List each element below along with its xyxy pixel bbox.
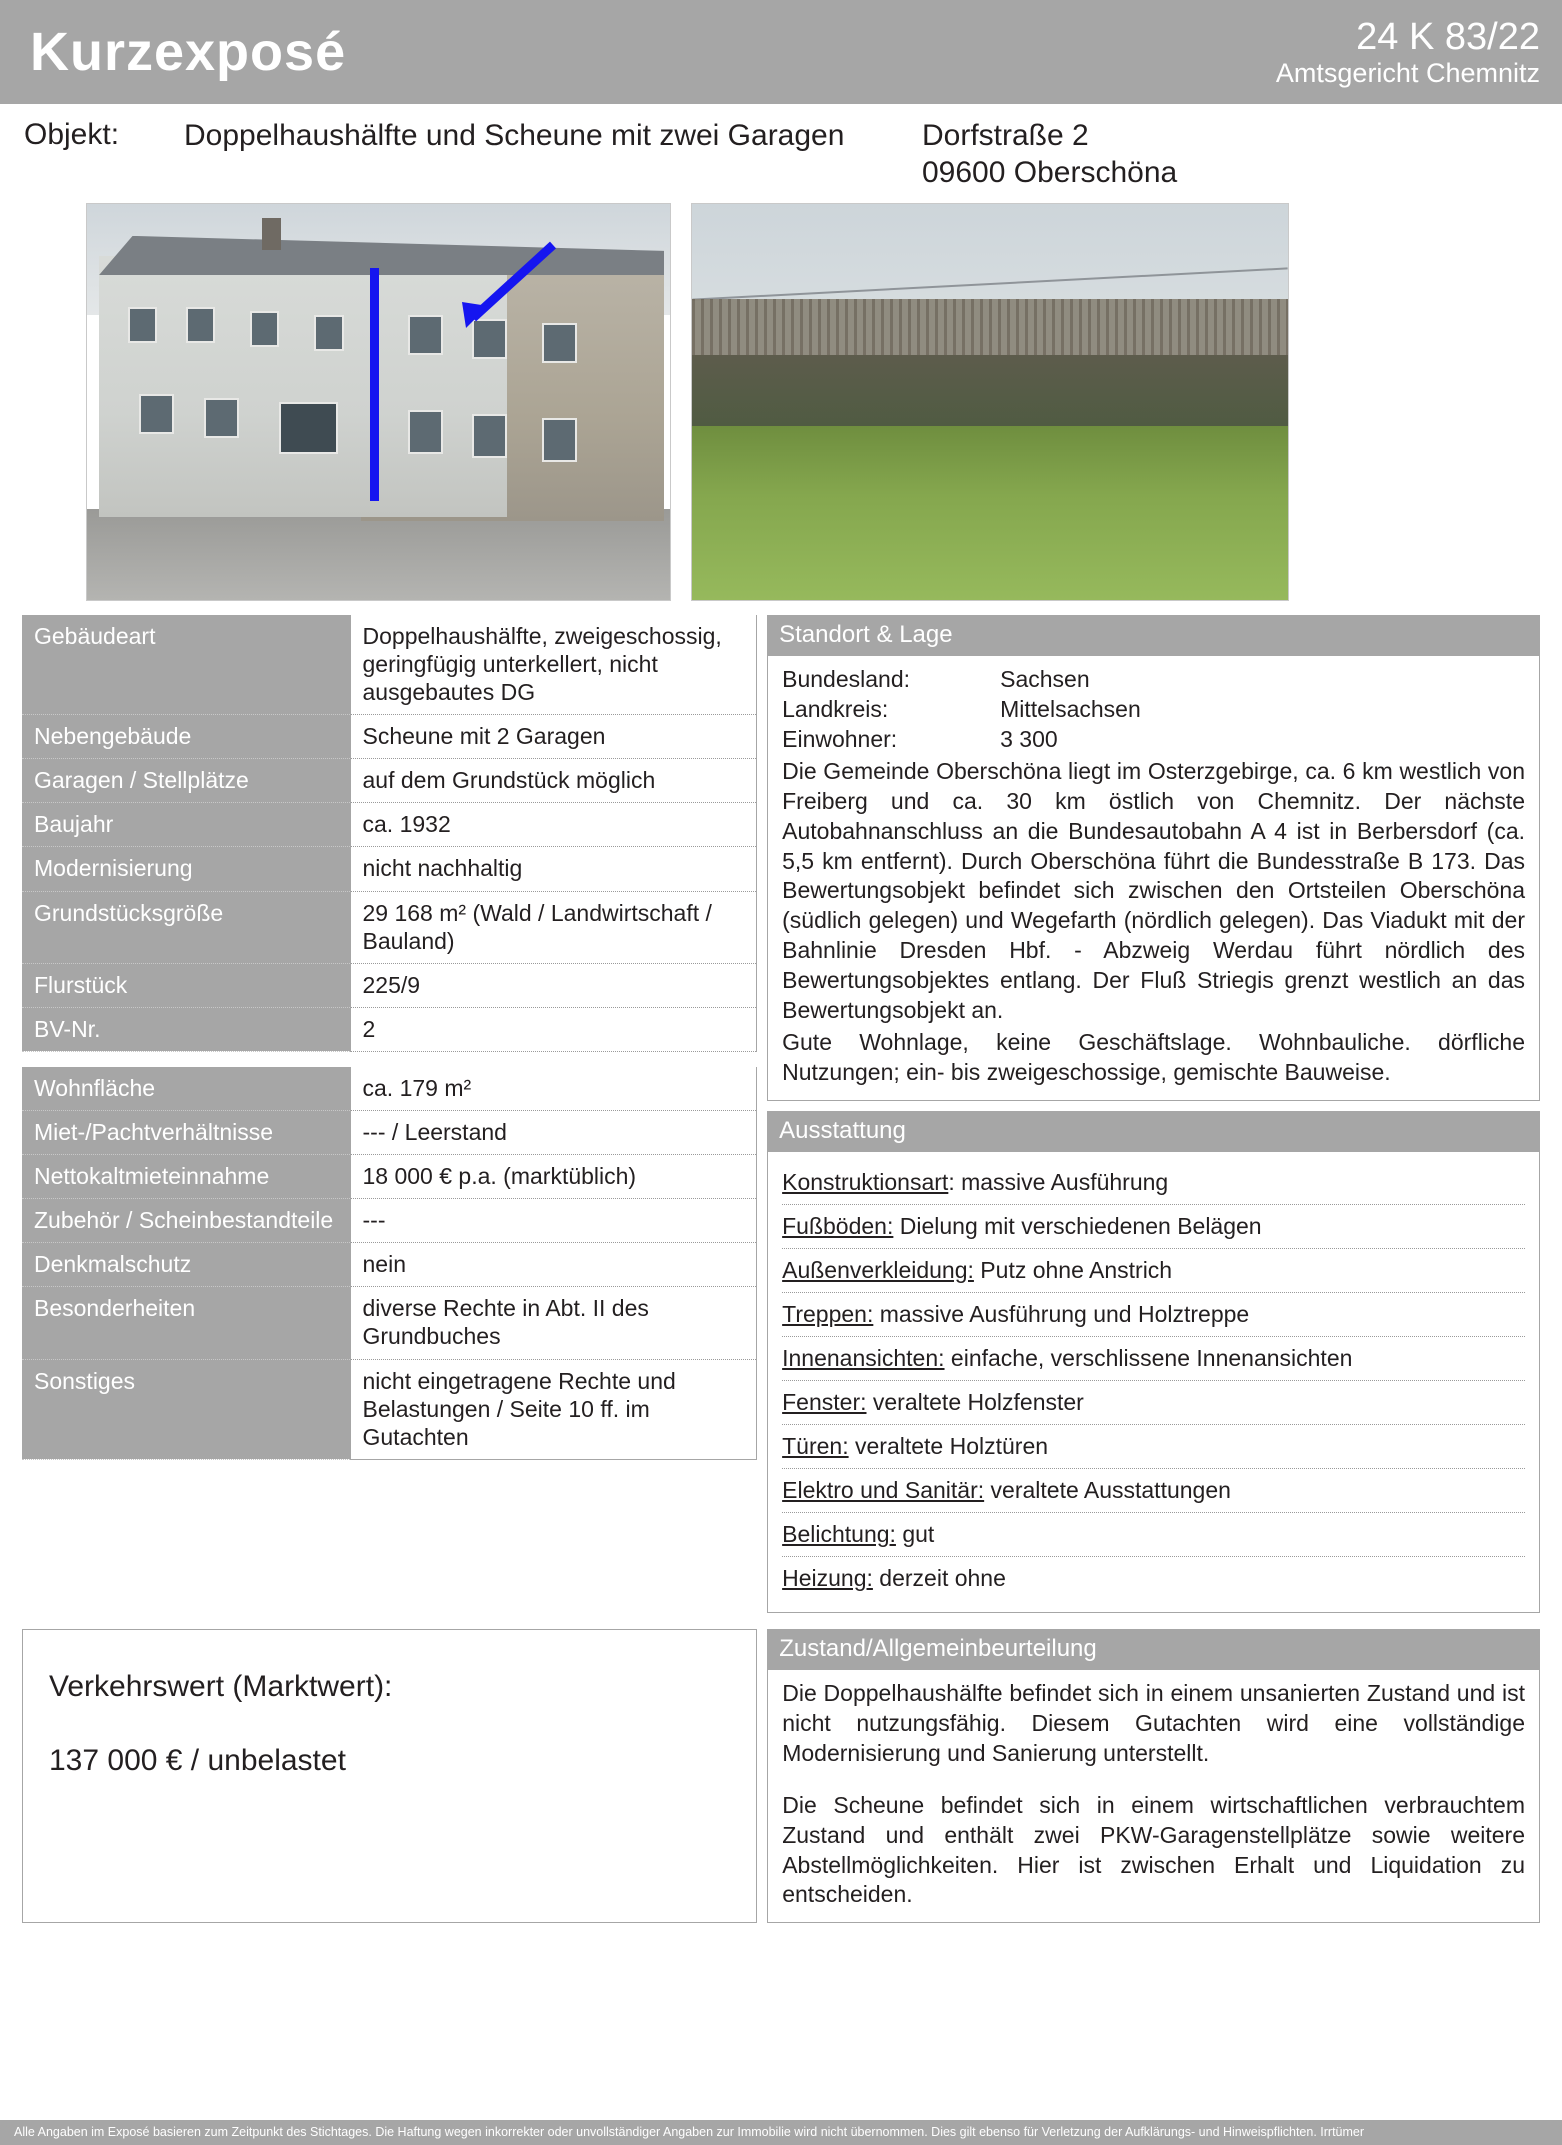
table-row [22,891,757,963]
list-item [782,665,1525,695]
equipment-label: Außenverkleidung: [782,1256,974,1283]
fact-key: BV-Nr. [22,1007,350,1051]
equipment-value: Dielung mit verschiedenen Belägen [893,1212,1262,1239]
list-item [782,1249,1525,1293]
location-panel [767,656,1540,1100]
fact-value: nicht nachhaltig [350,847,757,891]
fact-key: Nettokaltmieteinnahme [22,1155,350,1199]
fact-key: Grundstücksgröße [22,891,350,963]
fact-key: Nebengebäude [22,715,350,759]
condition-box [767,1629,1540,1923]
table-row [22,1007,757,1051]
equipment-label: Heizung: [782,1565,873,1592]
fact-value: 225/9 [350,963,757,1007]
list-item [782,1161,1525,1205]
location-band-title: Standort & Lage [767,615,1540,656]
list-item [782,1469,1525,1513]
equipment-band-title: Ausstattung [767,1111,1540,1152]
table-row [22,963,757,1007]
object-address [884,118,1177,191]
equipment-value: derzeit ohne [872,1565,1006,1592]
equipment-panel [767,1152,1540,1613]
photo-land [691,203,1289,601]
fact-value: nicht eingetragene Rechte und Belastungen / Seite 10 ff. im Gutachten [350,1359,757,1459]
fact-value: ca. 1932 [350,803,757,847]
equipment-value: Putz ohne Anstrich [973,1256,1173,1283]
address-city: 09600 Oberschöna [922,155,1178,189]
list-item [782,1513,1525,1557]
details-section [0,601,1562,1613]
equipment-value: veraltete Holztüren [848,1432,1049,1459]
equipment-value: veraltete Holzfenster [866,1388,1084,1415]
fact-key: Modernisierung [22,847,350,891]
fact-key: Gebäudeart [22,615,350,715]
equipment-value: einfache, verschlissene Innenansichten [944,1344,1353,1371]
fact-key: Baujahr [22,803,350,847]
annotation-blue-arrow [448,240,558,330]
table-row [22,715,757,759]
facts-column [22,615,757,1613]
page-title: Kurzexposé [30,22,347,82]
table-row [22,847,757,891]
object-label: Objekt: [24,118,120,151]
fact-key: Sonstiges [22,1359,350,1459]
equipment-label: Innenansichten: [782,1344,945,1371]
annotation-blue-line [370,268,379,502]
equipment-value: gut [895,1521,935,1548]
table-row [22,1243,757,1287]
table-row [22,1359,757,1459]
condition-paragraph-2: Die Scheune befindet sich in einem wirtschaftlichen verbrauchtem Zustand und enthält zwei PKW-Garagenstellplätze sowie weitere Abstellmöglichkeiten. Hier ist zwischen Erhalt und Liquidation zu entscheiden. [782,1791,1525,1908]
table-spacer [22,1051,757,1067]
fact-key: Miet-/Pachtverhältnisse [22,1111,350,1155]
equipment-label: Konstruktionsart [782,1168,949,1195]
table-row [22,803,757,847]
location-description: Die Gemeinde Oberschöna liegt im Osterzgebirge, ca. 6 km westlich von Freiberg und ca. 30 km östlich von Chemnitz. Der nächste Autobahnanschluss an die Bundesautobahn A 4 ist in Berbersdorf (ca. 5,5 km entfernt). Durch Oberschöna führt die Bundesstraße B 173. Das Bewertungsobjekt befindet sich zwischen den Ortsteilen Oberschöna (südlich gelegen) und Wegefarth (nördlich gelegen). Das Viadukt mit der Bahnlinie Dresden Hbf. - Abzweig Werdau führt nördlich des Bewertungsobjektes entlang. Der Fluß Striegis grenzt westlich an das Bewertungsobjekt an. [782,757,1525,1023]
list-item [782,1381,1525,1425]
fact-value: --- / Leerstand [350,1111,757,1155]
photo-building [86,203,671,601]
table-row [22,615,757,715]
court-name: Amtsgericht Chemnitz [1275,58,1540,89]
equipment-label: Belichtung: [782,1521,896,1548]
condition-band-title: Zustand/Allgemeinbeurteilung [767,1629,1540,1670]
fact-value: Scheune mit 2 Garagen [350,715,757,759]
location-field-value: Sachsen [1000,666,1090,693]
location-field-value: Mittelsachsen [1000,696,1141,723]
fact-value: diverse Rechte in Abt. II des Grundbuches [350,1287,757,1359]
table-row [22,1067,757,1111]
equipment-label: Fenster: [782,1388,867,1415]
facts-table [22,615,757,1459]
page-footer: Alle Angaben im Exposé basieren zum Zeitpunkt des Stichtages. Die Haftung wegen inkorrekter oder unvollständiger Angaben zur Immobilie wird nicht übernommen. Dies gilt ebenso für Verletzung der Aufklärungs- und Hinweispflichten. Irrtümer [0,2120,1562,2145]
location-field-label: Landkreis: [782,696,889,723]
list-item [782,1557,1525,1600]
equipment-label: Elektro und Sanitär: [782,1476,985,1503]
location-fields [782,665,1525,755]
address-street: Dorfstraße 2 [922,119,1089,152]
fact-key: Besonderheiten [22,1287,350,1359]
location-field-label: Bundesland: [782,666,911,693]
market-value-box [22,1629,757,1923]
fact-value: nein [350,1243,757,1287]
location-equipment-column [767,615,1540,1613]
table-row [22,1111,757,1155]
fact-key: Wohnfläche [22,1067,350,1111]
page-header [0,0,1562,104]
list-item [782,1205,1525,1249]
list-item [782,1425,1525,1469]
condition-panel [767,1670,1540,1923]
equipment-list [782,1161,1525,1600]
equipment-value: massive Ausführung und Holztreppe [873,1300,1250,1327]
fact-value: --- [350,1199,757,1243]
list-item [782,1337,1525,1381]
list-item [782,725,1525,755]
list-item [782,1293,1525,1337]
table-row [22,1199,757,1243]
facts-table-body-1 [22,615,757,1459]
bottom-section [0,1613,1562,1923]
object-description: Doppelhaushälfte und Scheune mit zwei Garagen [184,119,845,152]
location-description-2: Gute Wohnlage, keine Geschäftslage. Wohnbauliche. dörfliche Nutzungen; ein- bis zweigeschossige, gemischte Bauweise. [782,1028,1525,1085]
object-description-group [24,118,884,191]
condition-paragraph-1: Die Doppelhaushälfte befindet sich in einem unsanierten Zustand und ist nicht nutzungsfähig. Diesem Gutachten wird eine vollständige Modernisierung und Sanierung unterstellt. [782,1680,1525,1766]
market-value-title: Verkehrswert (Marktwert): [49,1670,393,1704]
table-row [22,759,757,803]
photo-row [0,191,1562,601]
equipment-label: Fußböden: [782,1212,894,1239]
equipment-value: : massive Ausführung [948,1168,1169,1195]
fact-value: 2 [350,1007,757,1051]
fact-value: 18 000 € p.a. (marktüblich) [350,1155,757,1199]
fact-value: Doppelhaushälfte, zweigeschossig, geringfügig unterkellert, nicht ausgebautes DG [350,615,757,715]
fact-key: Zubehör / Scheinbestandteile [22,1199,350,1243]
equipment-value: veraltete Ausstattungen [984,1476,1231,1503]
location-field-label: Einwohner: [782,725,898,752]
fact-value: auf dem Grundstück möglich [350,759,757,803]
fact-key: Garagen / Stellplätze [22,759,350,803]
case-number: 24 K 83/22 [1356,15,1540,58]
header-case-info [1276,16,1540,89]
equipment-label: Treppen: [782,1300,874,1327]
fact-key: Denkmalschutz [22,1243,350,1287]
table-row [22,1155,757,1199]
fact-value: 29 168 m² (Wald / Landwirtschaft / Bauland) [350,891,757,963]
condition-text [782,1679,1525,1910]
fact-value: ca. 179 m² [350,1067,757,1111]
market-value-amount: 137 000 € / unbelastet [49,1744,346,1778]
fact-key: Flurstück [22,963,350,1007]
location-field-value: 3 300 [1000,725,1058,752]
table-row [22,1287,757,1359]
object-summary [0,104,1562,191]
equipment-label: Türen: [782,1432,849,1459]
list-item [782,695,1525,725]
